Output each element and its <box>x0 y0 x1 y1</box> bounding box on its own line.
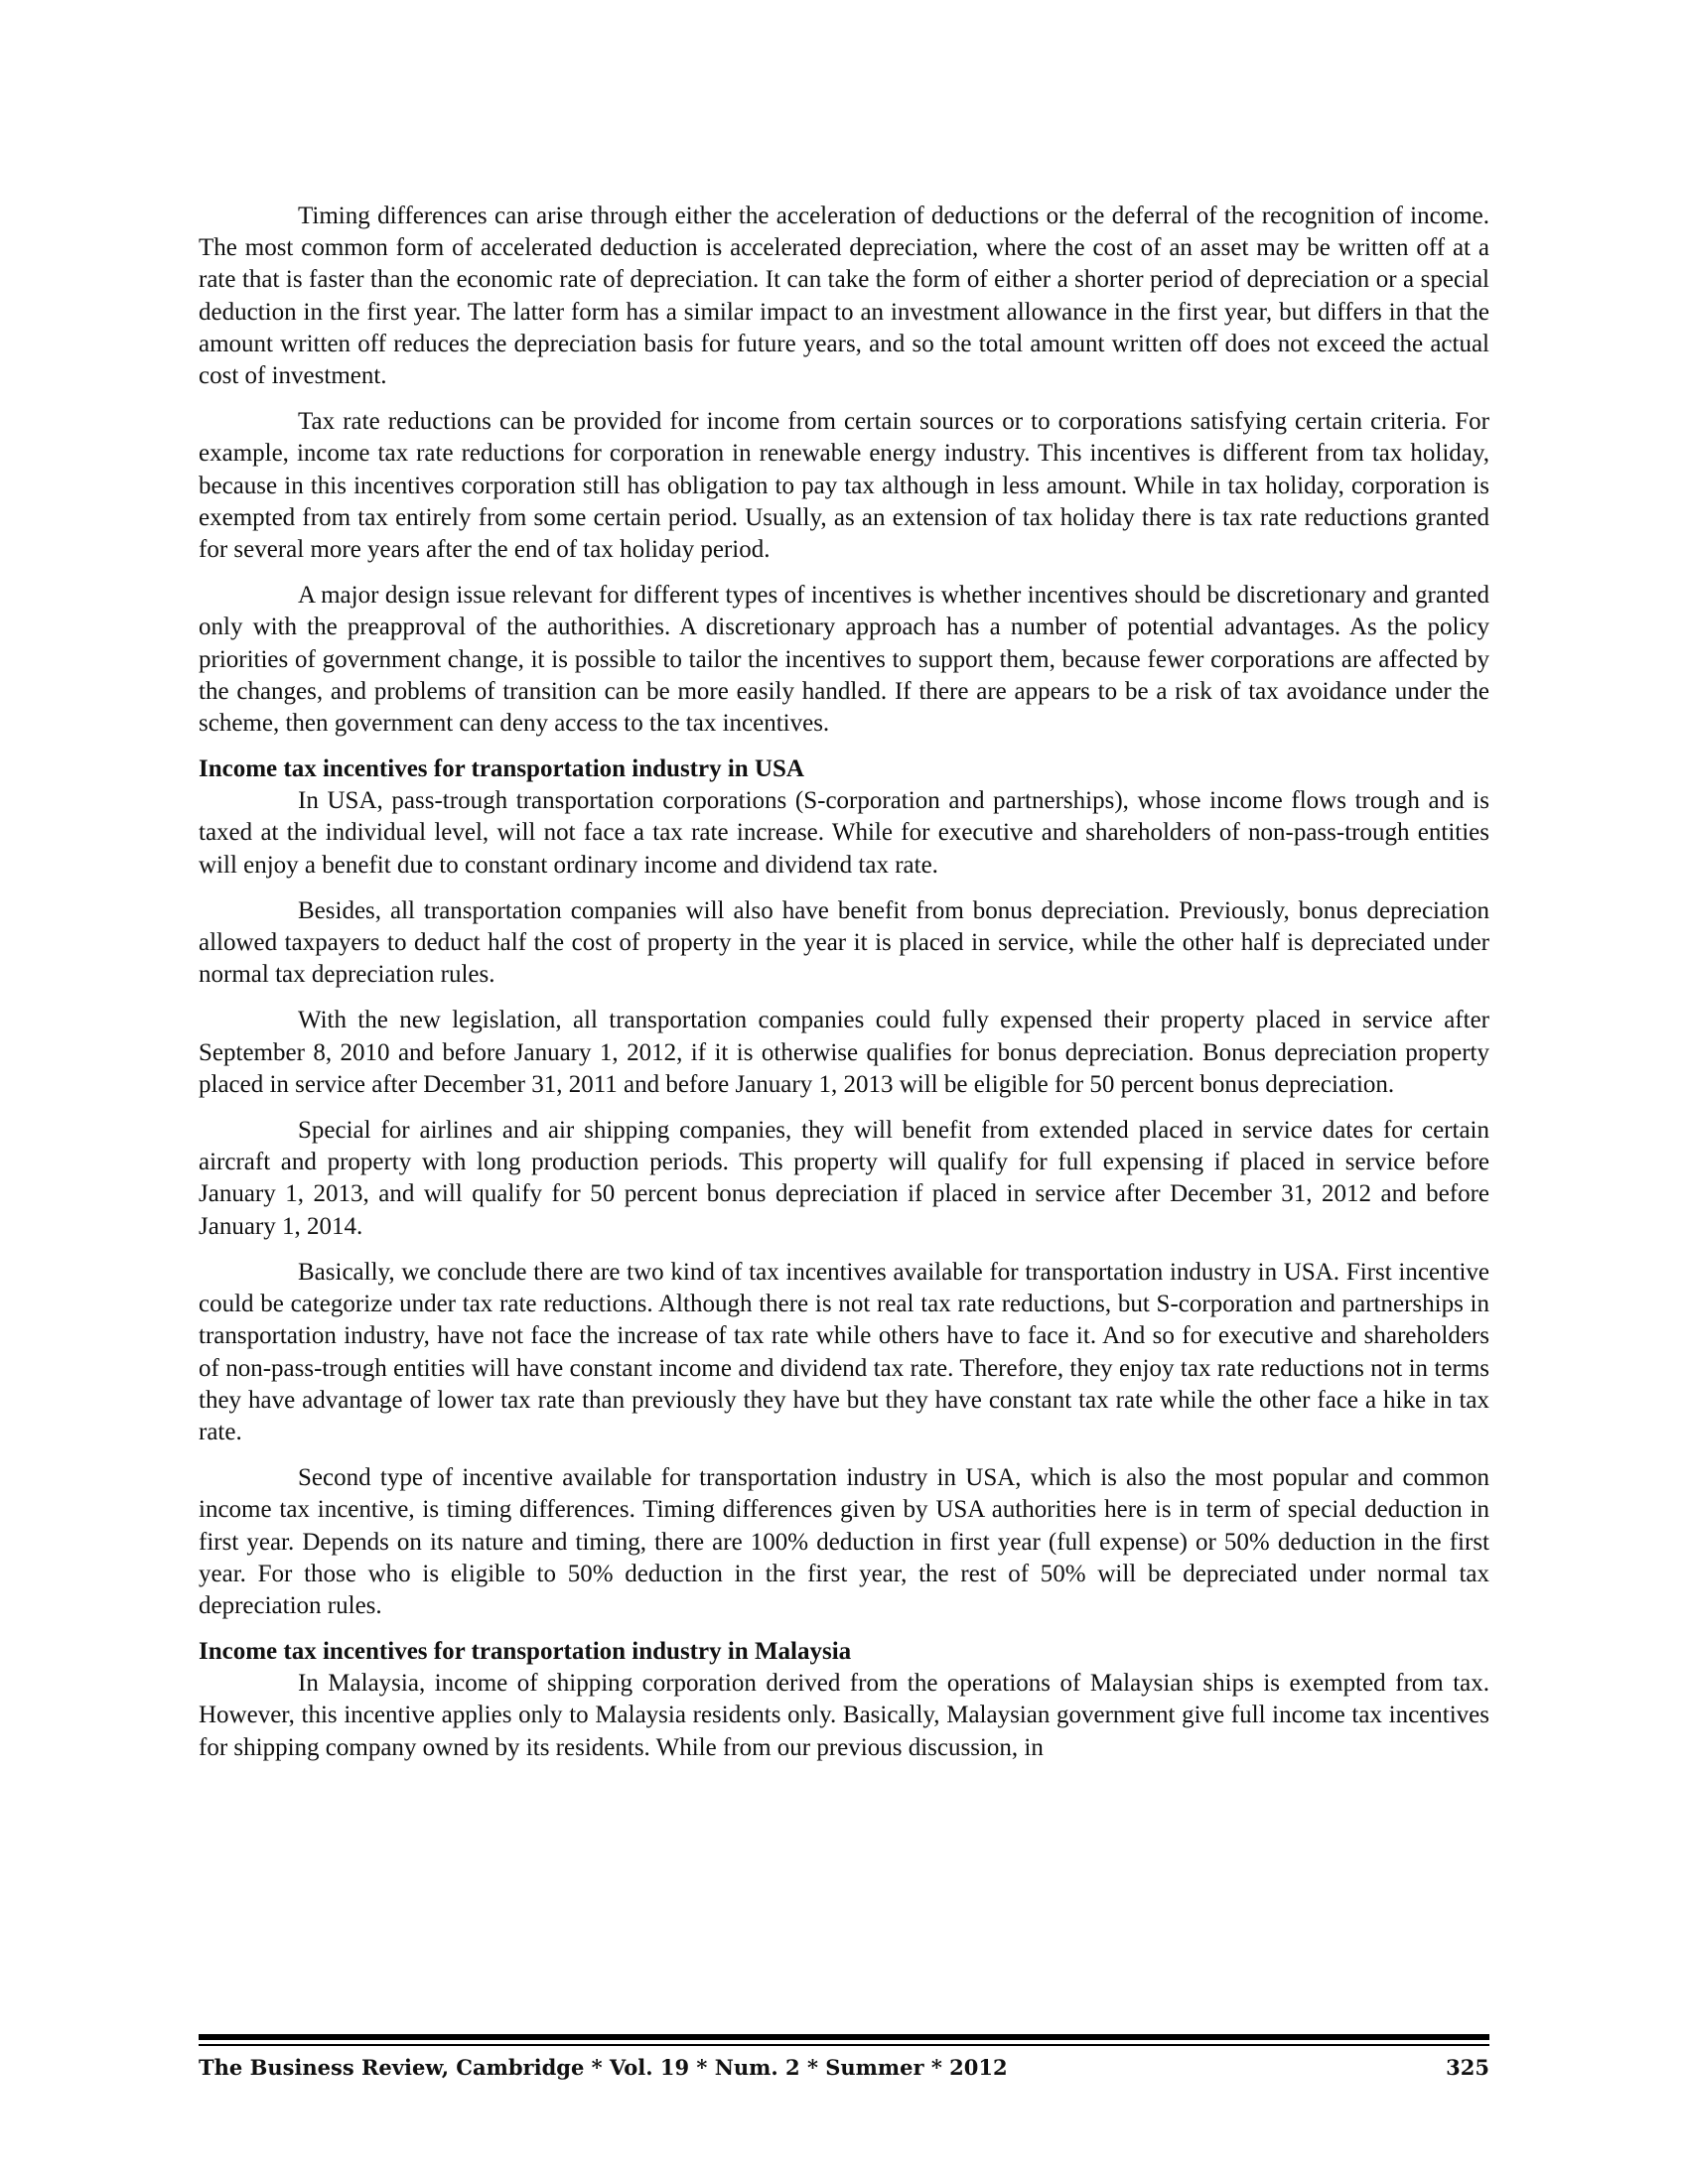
paragraph-discretionary-approach: A major design issue relevant for different types of incentives is whether incentives should be discretionary and granted only with the preapproval of the authorithies. A discretionary approach has a number of potential advantages. As the policy priorities of government change, it is possible to tailor the incentives to support them, because fewer corporations are affected by the changes, and problems of transition can be more easily handled. If there are appears to be a risk of tax avoidance under the scheme, then government can deny access to the tax incentives. <box>199 582 1489 738</box>
paragraph-airlines: Special for airlines and air shipping companies, they will benefit from extended placed in service dates for certain aircraft and property with long production periods. This property will qualify for full expensing if placed in service before January 1, 2013, and will qualify for 50 percent bonus depreciation if placed in service after December 31, 2012 and before January 1, 2014. <box>199 1117 1489 1240</box>
paragraph-tax-rate-reductions: Tax rate reductions can be provided for income from certain sources or to corporations satisfying certain criteria. For example, income tax rate reductions for corporation in renewable energy industry. This incentives is different from tax holiday, because in this incentives corporation still has obligation to pay tax although in less amount. While in tax holiday, corporation is exempted from tax entirely from some certain period. Usually, as an extension of tax holiday there is tax rate reductions granted for several more years after the end of tax holiday period. <box>199 408 1489 564</box>
page-number: 325 <box>1446 2054 1489 2080</box>
journal-citation: The Business Review, Cambridge * Vol. 19 * Num. 2 * Summer * 2012 <box>199 2054 1008 2080</box>
paragraph-malaysia: In Malaysia, income of shipping corporation derived from the operations of Malaysian ships is exempted from tax. However, this incentive applies only to Malaysia residents only. Basically, Malaysian government give full income tax incentives for shipping company owned by its residents. While from our previous discussion, in <box>199 1670 1489 1761</box>
paragraph-bonus-depreciation: Besides, all transportation companies will also have benefit from bonus depreciation. Previously, bonus depreciation allowed taxpayers to deduct half the cost of property in the year it is placed in service, while the other half is depreciated under normal tax depreciation rules. <box>199 896 1489 989</box>
paragraph-second-incentive: Second type of incentive available for transportation industry in USA, which is also the most popular and common income tax incentive, is timing differences. Timing differences given by USA authorities here is in term of special deduction in first year. Depends on its nature and timing, there are 100% deduction in first year (full expense) or 50% deduction in the first year. For those who is eligible to 50% deduction in the first year, the rest of 50% will be depreciated under normal tax depreciation rules. <box>199 1464 1489 1619</box>
footer-rule-thick <box>199 2034 1489 2040</box>
paragraph-usa-conclusion: Basically, we conclude there are two kind of tax incentives available for transportation industry in USA. First incentive could be categorize under tax rate reductions. Although there is not real tax rate reductions, but S-corporation and partnerships in transportation industry, have not face the increase of tax rate while others have to face it. And so for executive and shareholders of non-pass-trough entities will have constant income and dividend tax rate. Therefore, they enjoy tax rate reductions not in terms they have advantage of lower tax rate than previously they have but they have constant tax rate while the other face a hike in tax rate. <box>199 1258 1489 1445</box>
section-heading-malaysia: Income tax incentives for transportation industry in Malaysia <box>199 1638 852 1666</box>
footer-rule-thin <box>199 2044 1489 2046</box>
article-body <box>199 201 1489 1778</box>
paragraph-usa-pass-trough: In USA, pass-trough transportation corporations (S-corporation and partnerships), whose income flows trough and is taxed at the individual level, will not face a tax rate increase. While for executive and shareholders of non-pass-trough entities will enjoy a benefit due to constant ordinary income and dividend tax rate. <box>199 787 1489 879</box>
page-footer <box>199 2049 1489 2085</box>
paragraph-timing-differences: Timing differences can arise through either the acceleration of deductions or the deferral of the recognition of income. The most common form of accelerated deduction is accelerated depreciation, where the cost of an asset may be written off at a rate that is faster than the economic rate of depreciation. It can take the form of either a shorter period of depreciation or a special deduction in the first year. The latter form has a similar impact to an investment allowance in the first year, but differs in that the amount written off reduces the depreciation basis for future years, and so the total amount written off does not exceed the actual cost of investment. <box>199 203 1489 390</box>
paragraph-new-legislation: With the new legislation, all transportation companies could fully expensed their property placed in service after September 8, 2010 and before January 1, 2012, if it is otherwise qualifies for bonus depreciation. Bonus depreciation property placed in service after December 31, 2011 and before January 1, 2013 will be eligible for 50 percent bonus depreciation. <box>199 1007 1489 1098</box>
section-heading-usa: Income tax incentives for transportation industry in USA <box>199 755 804 783</box>
